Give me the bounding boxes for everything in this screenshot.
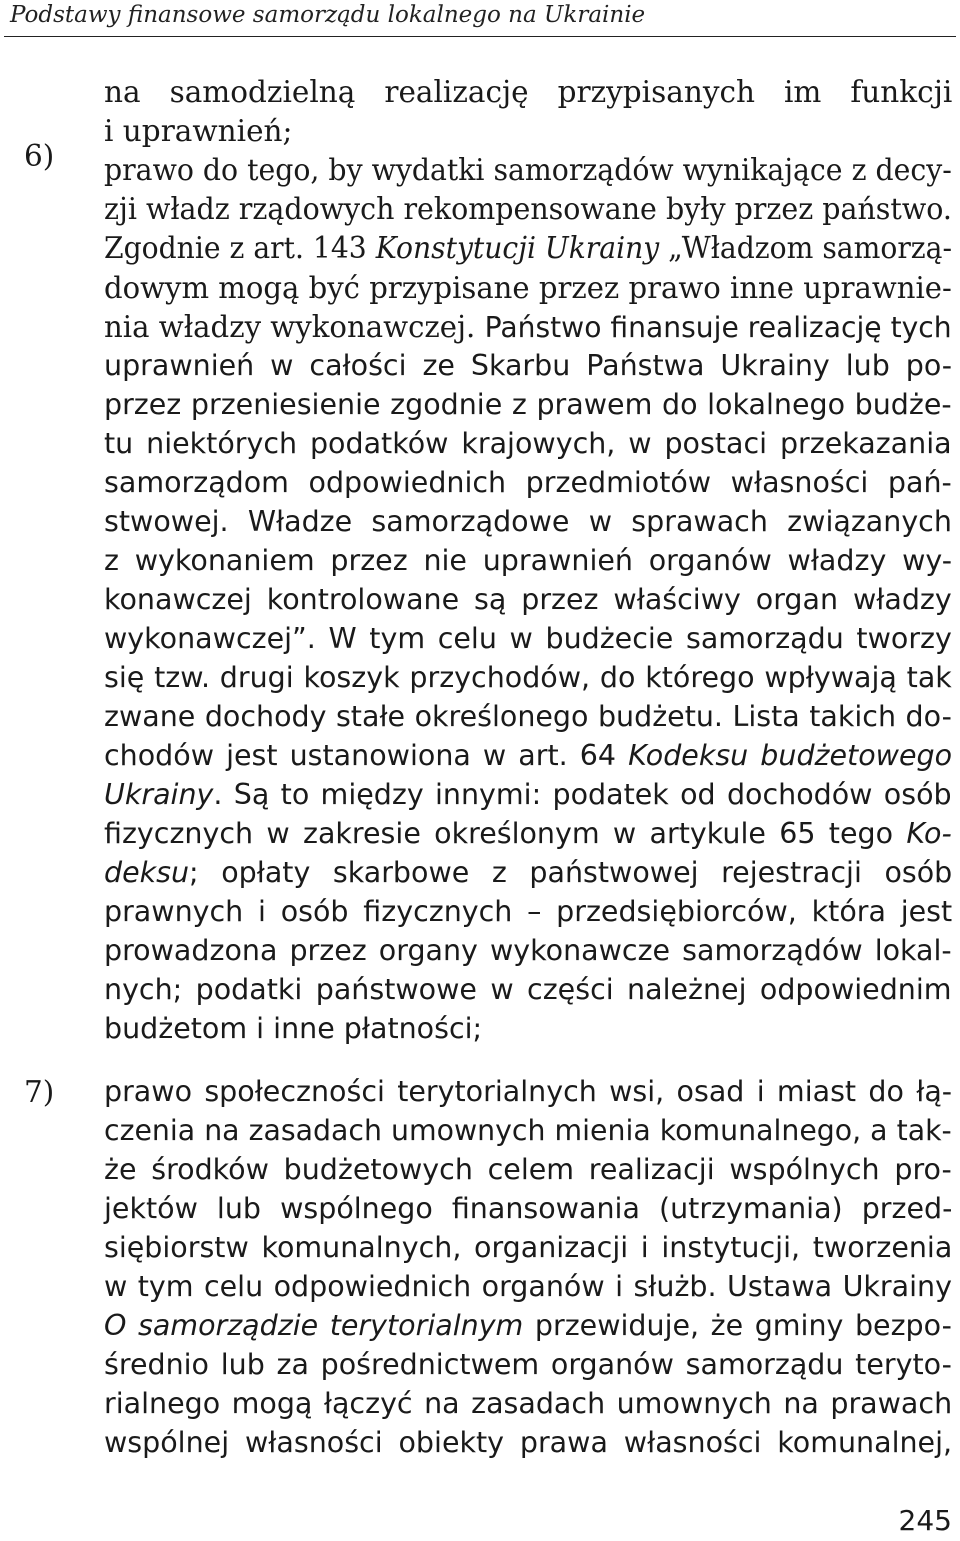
text-line: uprawnień w całości ze Skarbu Państwa Ukrainy lub po- [104,349,953,382]
list-marker-6: 6) [24,139,55,173]
text-line: zji władz rządowych rekompensowane były przez państwo. [104,192,952,226]
citation-italic: Ko- [906,817,952,850]
text-line: dowym mogą być przypisane przez prawo inne uprawnie- [104,271,952,305]
text-line: prawnych i osób fizycznych – przedsiębiorców, która jest [104,895,953,928]
text-line: O samorządzie terytorialnym przewiduje, że gminy bezpo- [104,1309,952,1342]
text-line: przez przeniesienie zgodnie z prawem do lokalnego budże- [104,388,952,421]
text-line: prawo do tego, by wydatki samorządów wynikające z decy- [104,153,952,187]
text-line: budżetom i inne płatności; [104,1012,483,1045]
text-line: Ukrainy. Są to między innymi: podatek od dochodów osób [104,778,952,811]
text-line: średnio lub za pośrednictwem organów samorządu teryto- [104,1348,952,1381]
text-line: konawczej kontrolowane są przez właściwy organ władzy [104,583,952,616]
text-line: z wykonaniem przez nie uprawnień organów władzy wy- [104,544,953,577]
citation-italic: deksu [104,856,190,889]
text-line: siębiorstw komunalnych, organizacji i instytucji, tworzenia [104,1231,953,1264]
text-line: rialnego mogą łączyć na zasadach umownych na prawach [104,1387,953,1420]
text-line: czenia na zasadach umownych mienia komunalnego, a tak- [104,1114,952,1147]
text-line: stwowej. Władze samorządowe w sprawach związanych [104,505,952,538]
list-marker-7: 7) [24,1075,55,1109]
page-number: 245 [898,1504,952,1537]
text-line: samorządom odpowiednich przedmiotów własności pań- [104,466,952,499]
citation-italic: Kodeksu budżetowego [628,739,953,772]
text-line: wspólnej własności obiekty prawa własności komunalnej, [104,1426,953,1459]
text-line: Zgodnie z art. 143 Konstytucji Ukrainy „Władzom samorzą- [104,231,953,265]
text-line: fizycznych w zakresie określonym w artykule 65 tego Ko- [104,817,952,850]
citation-italic: Konstytucji Ukrainy [375,231,660,265]
text-line: że środków budżetowych celem realizacji wspólnych pro- [104,1153,952,1186]
running-header [4,0,956,37]
text-line: zwane dochody stałe określonego budżetu. Lista takich do- [104,700,952,733]
text-line: i uprawnień; [104,114,293,148]
text-line: deksu; opłaty skarbowe z państwowej rejestracji osób [104,856,953,889]
text-line: na samodzielną realizację przypisanych im funkcji [104,75,953,109]
citation-italic: O samorządzie terytorialnym [104,1309,524,1342]
text-line: jektów lub wspólnego finansowania (utrzymania) przed- [104,1192,953,1225]
text-line: wykonawczej”. W tym celu w budżecie samorządu tworzy [104,622,952,655]
text-line: prawo społeczności terytorialnych wsi, osad i miast do łą- [104,1075,953,1108]
text-line: się tzw. drugi koszyk przychodów, do którego wpływają tak [104,661,952,694]
text-line: tu niektórych podatków krajowych, w postaci przekazania [104,427,952,460]
text-line: nych; podatki państwowe w części należnej odpowiednim [104,973,952,1006]
running-title: Podstawy finansowe samorządu lokalnego na Ukrainie [10,2,646,28]
text-line: prowadzona przez organy wykonawcze samorządów lokal- [104,934,952,967]
text-line: w tym celu odpowiednich organów i służb. Ustawa Ukrainy [104,1270,952,1303]
citation-italic: Ukrainy [104,778,214,811]
text-line: chodów jest ustanowiona w art. 64 Kodeksu budżetowego [104,739,953,772]
text-line: nia władzy wykonawczej. Państwo finansuje realizację tych [104,310,952,344]
